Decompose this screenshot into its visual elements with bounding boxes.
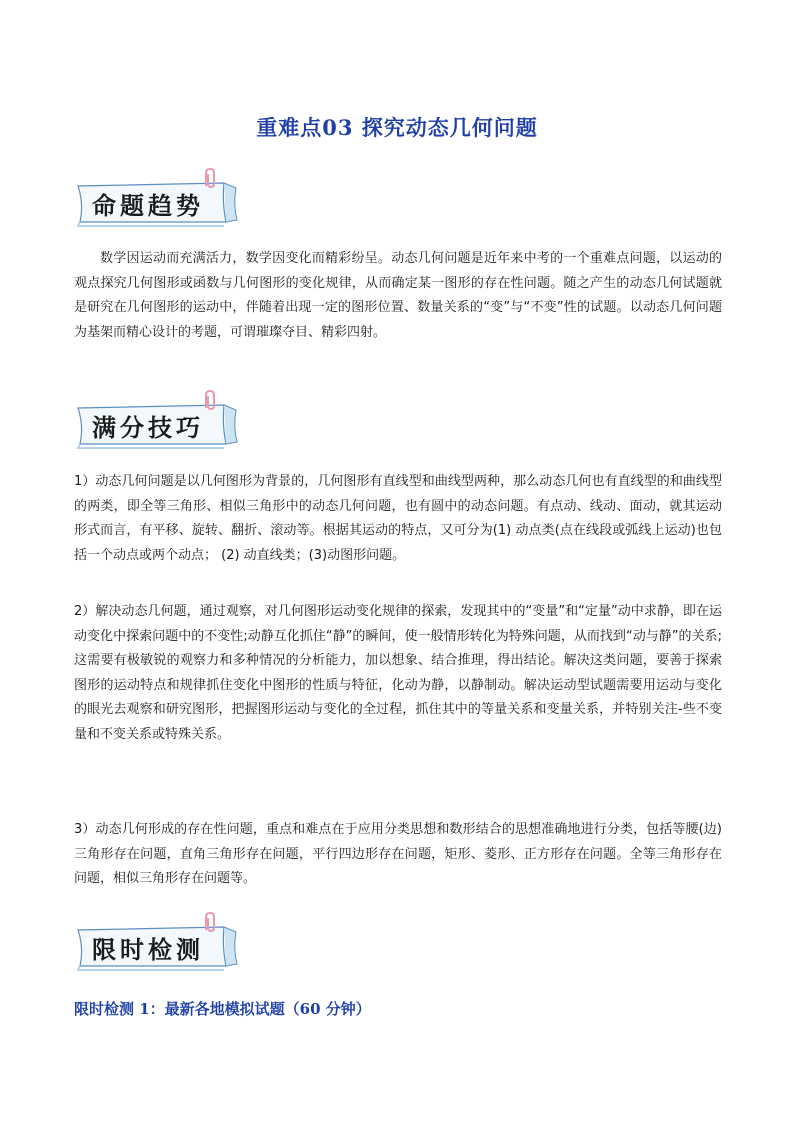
section-heading-tips: 满分技巧 [92,413,204,442]
test-subheading: 限时检测 1：最新各地模拟试题（60 分钟） [74,1000,371,1018]
section-heading-test: 限时检测 [92,935,204,964]
tips-item-2: 2）解决动态几何题，通过观察，对几何图形运动变化规律的探索，发现其中的“变量”和“定量”动中求静，即在运动变化中探索问题中的不变性;动静互化抓住“静”的瞬间，使一般情形转化为特殊问题，从而找到“动与静”的关系;这需要有极敏锐的观察力和多种情况的分析能力，加以想象、结合推理，得出结论。解决这类问题，要善于探索图形的运动特点和规律抓住变化中图形的性质与特征，化动为静，以静制动。解决运动型试题需要用运动与变化的眼光去观察和研究图形，把握图形运动与变化的全过程，抓住其中的等量关系和变量关系，并特别关注-些不变量和不变关系或特殊关系。 [74,604,722,742]
paperclip-icon [202,390,224,412]
page-title: 重难点03 探究动态几何问题 [256,115,538,140]
section-banner-tips [74,398,240,450]
tips-item-3: 3）动态几何形成的存在性问题，重点和难点在于应用分类思想和数形结合的思想准确地进行分类，包括等腰(边)三角形存在问题，直角三角形存在问题，平行四边形存在问题，矩形、菱形、正方形存在问题。全等三角形存在问题，相似三角形存在问题等。 [74,822,722,886]
paperclip-icon [202,168,224,190]
paperclip-icon [202,912,224,934]
section-heading-trend: 命题趋势 [92,191,204,220]
section-banner-trend [74,176,240,228]
trend-paragraph: 数学因运动而充满活力，数学因变化而精彩纷呈。动态几何问题是近年来中考的一个重难点问题，以运动的观点探究几何图形或函数与几何图形的变化规律，从而确定某一图形的存在性问题。随之产生的动态几何试题就是研究在几何图形的运动中，伴随着出现一定的图形位置、数量关系的“变”与“不变”性的试题。以动态几何问题为基架而精心设计的考题，可谓璀璨夺目、精彩四射。 [74,251,722,340]
section-banner-test [74,920,240,972]
tips-item-1: 1）动态几何问题是以几何图形为背景的，几何图形有直线型和曲线型两种，那么动态几何也有直线型的和曲线型的两类，即全等三角形、相似三角形中的动态几何问题，也有圆中的动态问题。有点动、线动、面动，就其运动形式而言，有平移、旋转、翻折、滚动等。根据其运动的特点，又可分为(1) 动点类(点在线段或弧线上运动)也包括一个动点或两个动点； (2) 动直线类；(3)动图形问题。 [74,474,722,563]
